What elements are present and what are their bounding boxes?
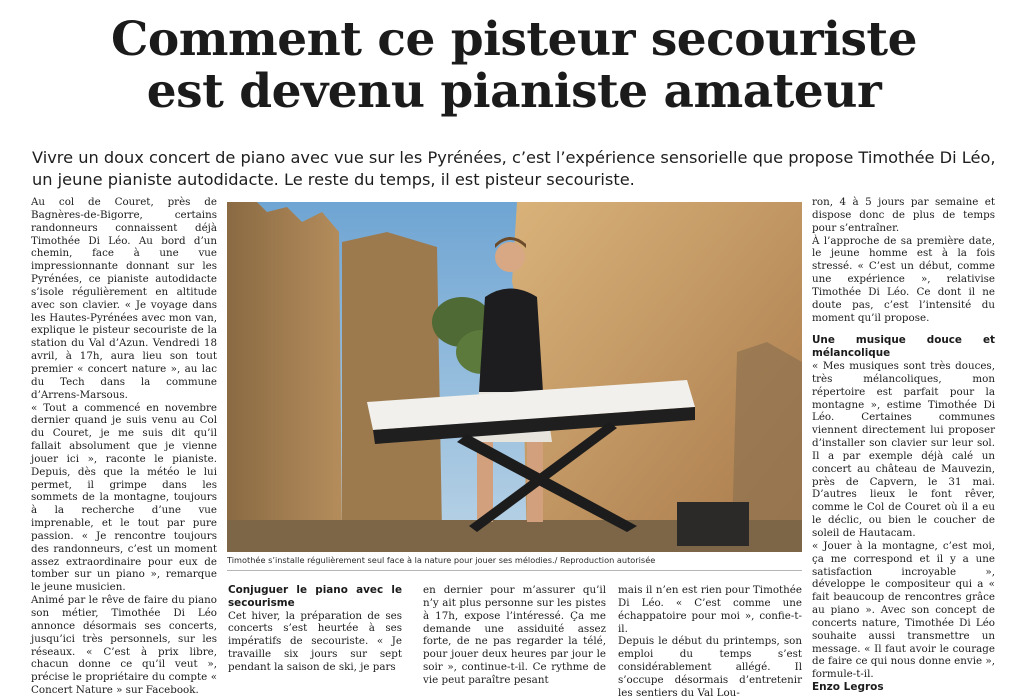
paragraph: Depuis le début du printemps, son emploi du temps s’est considérablement allégé. Il s’occupe désormais d’entretenir les sentiers du Val Lou- [618, 635, 802, 699]
paragraph: « Tout a commencé en novembre dernier quand je suis venu au Col du Couret, je me suis dit qu’il fallait absolument que je vienne jouer ici », raconte le pianiste. Depuis, dès que la météo le lui permet, il grimpe dans les sommets de la montagne, toujours à la recherche d’une vue imprenable, et le tout par pure passion. « Je rencontre toujours des randonneurs, c’est un moment assez extraordinaire pour eux de tomber sur un piano », remarque le jeune musicien. [31, 401, 217, 594]
paragraph: Cet hiver, la préparation de ses concerts s’est heurtée à ses impératifs de secouriste. « Je travaille six jours sur sept pendant la saison de ski, je pars [228, 609, 402, 673]
headline-line-1: Comment ce pisteur secouriste [110, 12, 918, 67]
paragraph: ron, 4 à 5 jours par semaine et dispose donc de plus de temps pour s’entraîner. [812, 196, 995, 234]
article-column-4 [618, 584, 802, 700]
article-column-2 [228, 584, 402, 674]
article-column-5 [812, 196, 995, 694]
byline: Enzo Legros [812, 681, 884, 694]
article-column-1 [31, 196, 217, 697]
section-subhead: Conjuguer le piano avec le secourisme [228, 584, 402, 609]
paragraph: mais il n’en est rien pour Timothée Di Léo. « C’est comme une échappatoire pour moi », confie-t-il. [618, 584, 802, 635]
article-column-3 [423, 584, 606, 687]
paragraph: « Mes musiques sont très douces, très mélancoliques, mon répertoire est parfait pour la montagne », estime Timothée Di Léo. Certaines communes viennent directement lui proposer d’installer son clavier sur leur sol. Il a par exemple déjà calé un concert au château de Mauvezin, près de Capvern, le 31 mai. D’autres lieux le font rêver, comme le Col de Couret où il a eu le déclic, ou bien le coucher de soleil de Hautacam. [812, 360, 995, 539]
paragraph: Au col de Couret, près de Bagnères-de-Bigorre, certains randonneurs connaissent déjà Timothée Di Léo. Au bord d’un chemin, face à une vue impressionnante donnant sur les Pyrénées, ce pianiste autodidacte s’isole régulièrement en altitude avec son clavier. « Je voyage dans les Hautes-Pyrénées avec mon van, explique le pisteur secouriste de la station du Val d’Azun. Vendredi 18 avril, à 17h, aura lieu son tout premier « concert nature », au lac du Tech dans la commune d’Arrens-Marsous. [31, 196, 217, 401]
paragraph: À l’approche de sa première date, le jeune homme est à la fois stressé. « C’est un début, comme une expérience », relativise Timothée Di Léo. Ce dont il ne doute pas, c’est l’intensité du moment qu’il propose. [812, 234, 995, 324]
section-subhead: Une musique douce et mélancolique [812, 334, 995, 360]
article-photo [227, 202, 802, 552]
paragraph: en dernier pour m’assurer qu’il n’y ait plus personne sur les pistes à 17h, expose l’intéressé. Ça me demande une assiduité assez forte, de ne pas regarder la télé, pour jouer deux heures par jour le soir », continue-t-il. Ce rythme de vie peut paraître pesant [423, 584, 606, 686]
paragraph: « Jouer à la montagne, c’est moi, ça me correspond et il y a une satisfaction incroyable », développe le compositeur qui a « fait beaucoup de rencontres grâce au piano ». Avec son concept de concerts nature, Timothée Di Léo souhaite aussi transmettre un message. « Il faut avoir le courage de faire ce qui nous donne envie », formule-t-il. [812, 539, 995, 681]
paragraph: Animé par le rêve de faire du piano son métier, Timothée Di Léo annonce désormais ses concerts, jusqu’ici très personnels, sur les réseaux. « C’est à prix libre, chacun donne ce qu’il veut », précise le propriétaire du compte « Concert Nature » sur Facebook. [31, 594, 217, 697]
photo-caption: Timothée s’installe régulièrement seul face à la nature pour jouer ses mélodies./ Reproduction autorisée [227, 555, 656, 565]
headline-line-2: est devenu pianiste amateur [146, 64, 882, 119]
headline [0, 14, 1028, 118]
caption-divider [227, 570, 802, 571]
lede: Vivre un doux concert de piano avec vue sur les Pyrénées, c’est l’expérience sensorielle que propose Timothée Di Léo, un jeune pianiste autodidacte. Le reste du temps, il est pisteur secouriste. [32, 148, 996, 189]
